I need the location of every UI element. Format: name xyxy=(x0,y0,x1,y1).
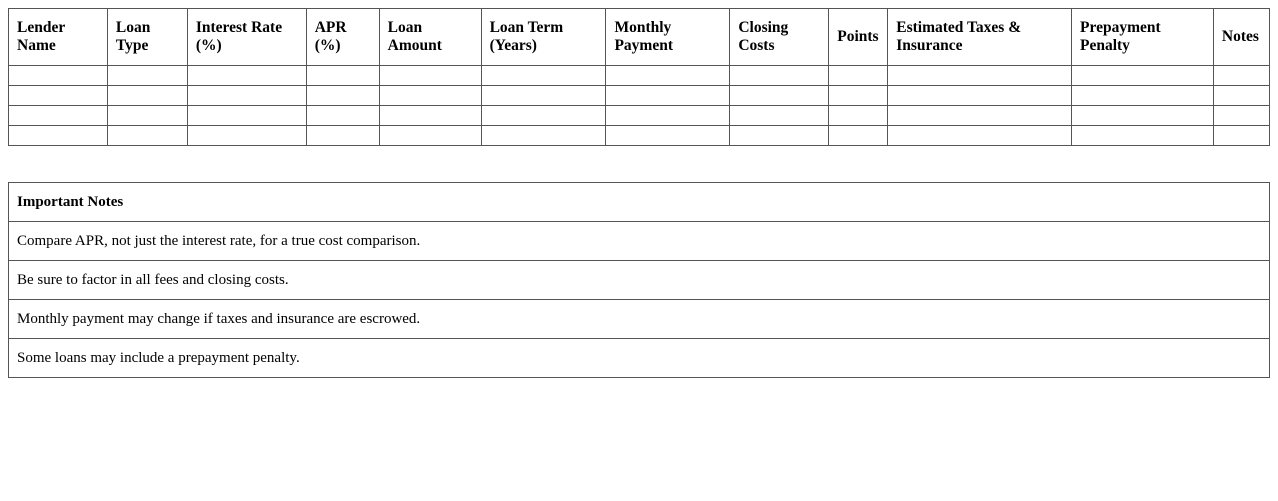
table-cell xyxy=(1072,66,1214,86)
table-cell xyxy=(1213,66,1269,86)
table-cell xyxy=(888,86,1072,106)
note-prepayment-penalty: Some loans may include a prepayment penalty. xyxy=(9,339,1270,378)
table-cell xyxy=(730,86,829,106)
table-cell xyxy=(1072,126,1214,146)
table-cell xyxy=(606,126,730,146)
list-item xyxy=(9,300,1270,339)
table-cell xyxy=(829,106,888,126)
table-cell xyxy=(187,126,306,146)
table-cell xyxy=(107,126,187,146)
header-loan-type: Loan Type xyxy=(107,9,187,66)
table-cell xyxy=(9,106,108,126)
table-cell xyxy=(379,66,481,86)
header-loan-amount: Loan Amount xyxy=(379,9,481,66)
table-cell xyxy=(730,126,829,146)
header-monthly-payment: Monthly Payment xyxy=(606,9,730,66)
table-cell xyxy=(1213,126,1269,146)
table-cell xyxy=(9,66,108,86)
header-notes: Notes xyxy=(1213,9,1269,66)
table-cell xyxy=(107,86,187,106)
table-cell xyxy=(481,126,606,146)
header-closing-costs: Closing Costs xyxy=(730,9,829,66)
note-monthly-payment-escrow: Monthly payment may change if taxes and insurance are escrowed. xyxy=(9,300,1270,339)
table-cell xyxy=(1213,106,1269,126)
table-cell xyxy=(730,106,829,126)
table-cell xyxy=(187,106,306,126)
table-cell xyxy=(379,126,481,146)
table-row xyxy=(9,126,1270,146)
list-item xyxy=(9,261,1270,300)
table-cell xyxy=(1072,106,1214,126)
table-cell xyxy=(481,86,606,106)
table-cell xyxy=(306,126,379,146)
table-cell xyxy=(481,106,606,126)
note-apr-comparison: Compare APR, not just the interest rate, for a true cost comparison. xyxy=(9,222,1270,261)
notes-title: Important Notes xyxy=(9,183,1270,222)
table-row xyxy=(9,66,1270,86)
table-cell xyxy=(306,86,379,106)
table-cell xyxy=(481,66,606,86)
header-lender-name: Lender Name xyxy=(9,9,108,66)
table-cell xyxy=(606,86,730,106)
important-notes-table xyxy=(8,182,1270,378)
table-cell xyxy=(379,86,481,106)
table-cell xyxy=(187,66,306,86)
table-row xyxy=(9,86,1270,106)
table-cell xyxy=(306,66,379,86)
header-row xyxy=(9,9,1270,66)
header-points: Points xyxy=(829,9,888,66)
table-cell xyxy=(829,66,888,86)
header-estimated-taxes-insurance: Estimated Taxes & Insurance xyxy=(888,9,1072,66)
table-cell xyxy=(306,106,379,126)
table-cell xyxy=(606,66,730,86)
header-prepayment-penalty: Prepayment Penalty xyxy=(1072,9,1214,66)
table-row xyxy=(9,106,1270,126)
notes-header-row xyxy=(9,183,1270,222)
loan-comparison-table xyxy=(8,8,1270,146)
list-item xyxy=(9,222,1270,261)
list-item xyxy=(9,339,1270,378)
table-cell xyxy=(829,86,888,106)
header-loan-term: Loan Term (Years) xyxy=(481,9,606,66)
table-cell xyxy=(9,86,108,106)
table-cell xyxy=(888,66,1072,86)
table-cell xyxy=(379,106,481,126)
table-cell xyxy=(606,106,730,126)
table-cell xyxy=(107,106,187,126)
table-cell xyxy=(730,66,829,86)
table-cell xyxy=(9,126,108,146)
table-cell xyxy=(107,66,187,86)
table-cell xyxy=(187,86,306,106)
table-cell xyxy=(1213,86,1269,106)
table-cell xyxy=(1072,86,1214,106)
header-apr: APR (%) xyxy=(306,9,379,66)
table-cell xyxy=(829,126,888,146)
table-cell xyxy=(888,126,1072,146)
note-fees-closing-costs: Be sure to factor in all fees and closing costs. xyxy=(9,261,1270,300)
table-cell xyxy=(888,106,1072,126)
header-interest-rate: Interest Rate (%) xyxy=(187,9,306,66)
